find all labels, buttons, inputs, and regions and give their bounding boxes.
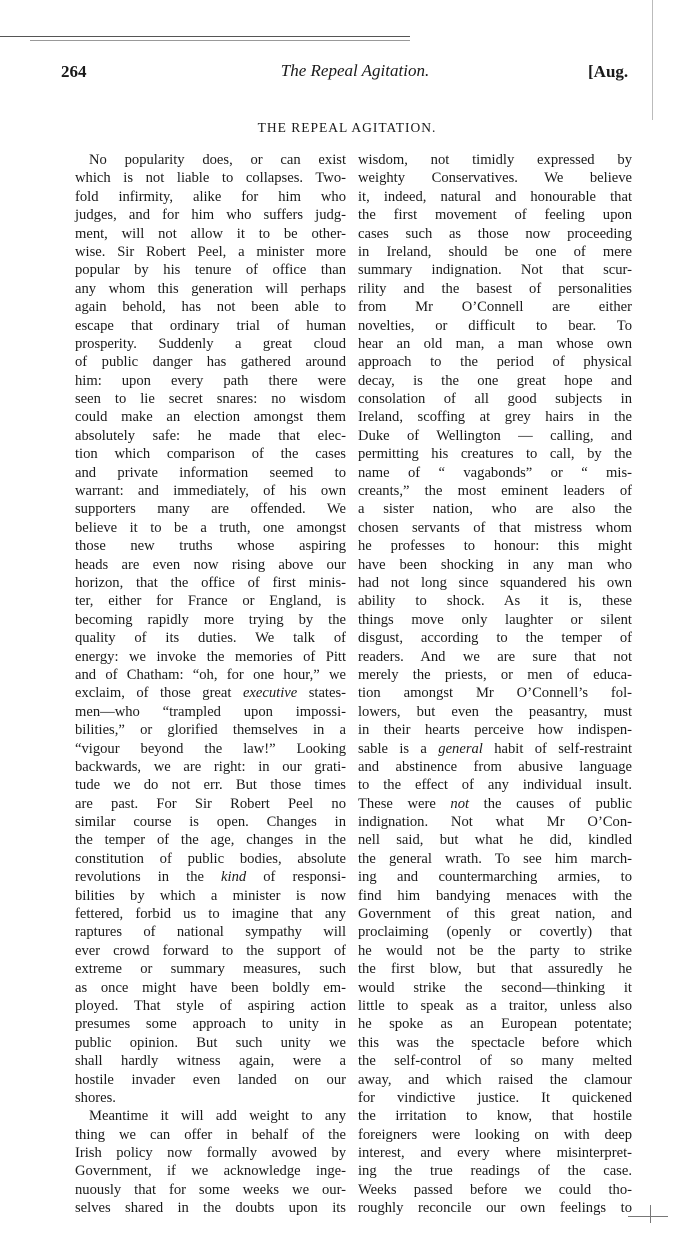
text-segment: roughly reconcile our own feelings to xyxy=(358,1200,632,1217)
text-segment: heads are even now rising above our xyxy=(75,556,346,573)
text-line xyxy=(358,427,632,445)
text-segment: hostile invader even landed on our xyxy=(75,1071,346,1088)
text-segment: those new truths whose aspiring xyxy=(75,538,346,555)
text-segment: men—who “trampled upon impossi- xyxy=(75,703,346,720)
text-line xyxy=(75,317,346,335)
text-segment: extreme or summary measures, such xyxy=(75,961,346,978)
article-heading: THE REPEAL AGITATION. xyxy=(257,120,437,135)
text-segment: for vindictive justice. It quickened xyxy=(358,1089,632,1106)
text-line xyxy=(75,1052,346,1070)
text-segment: have been shocking in any man who xyxy=(358,556,632,573)
text-segment: nuously that for some weeks we our- xyxy=(75,1181,346,1198)
text-segment: had not long since squandered his own xyxy=(358,574,632,591)
text-segment: Duke of Wellington — calling, and xyxy=(358,427,632,444)
text-line xyxy=(75,1181,346,1199)
text-line xyxy=(358,1052,632,1070)
top-rule-secondary xyxy=(30,40,410,41)
text-line xyxy=(358,960,632,978)
text-line xyxy=(75,1126,346,1144)
text-segment: consolation of all good subjects in xyxy=(358,391,632,408)
text-line xyxy=(358,390,632,408)
text-segment: the general wrath. To see him march- xyxy=(358,850,632,867)
text-segment: ever crowd forward to the support of xyxy=(75,942,346,959)
text-line xyxy=(75,611,346,629)
text-segment: novelties, or difficult to bear. To xyxy=(358,317,632,334)
text-segment: would strike the second—thinking it xyxy=(358,979,632,996)
text-line xyxy=(358,556,632,574)
text-segment: interest, and every where misinterpret- xyxy=(358,1145,632,1162)
text-line xyxy=(358,206,632,224)
text-segment: little to speak as a traitor, unless also xyxy=(358,997,632,1014)
text-line xyxy=(75,776,346,794)
text-segment: Meantime it will add weight to any xyxy=(89,1108,346,1125)
text-segment: indignation. Not what Mr O’Con- xyxy=(358,814,632,831)
text-segment: ability to shock. As it is, these xyxy=(358,593,632,610)
text-segment: warrant: and immediately, of his own xyxy=(75,483,346,500)
text-line xyxy=(75,831,346,849)
text-line xyxy=(75,960,346,978)
text-segment: disgust, according to the temper of xyxy=(358,630,632,647)
left-text-column xyxy=(75,151,346,1218)
text-line xyxy=(358,335,632,353)
text-line xyxy=(358,1071,632,1089)
text-line xyxy=(75,758,346,776)
top-rule xyxy=(0,36,410,37)
text-segment: ing the true readings of the case. xyxy=(358,1163,632,1180)
text-segment: again behold, has not been able to xyxy=(75,299,346,316)
text-segment: nell said, but what he did, kindled xyxy=(358,832,632,849)
text-line xyxy=(75,666,346,684)
running-month: [Aug. xyxy=(588,62,629,81)
text-segment: any whom this generation will perhaps xyxy=(75,280,346,297)
text-segment: merely the priests, or men of educa- xyxy=(358,666,632,683)
text-segment: raptures of national sympathy will xyxy=(75,924,346,941)
text-line xyxy=(358,923,632,941)
text-line xyxy=(358,408,632,426)
text-line xyxy=(75,905,346,923)
text-segment: and private information seemed to xyxy=(75,464,346,481)
text-line xyxy=(75,592,346,610)
text-segment: are past. For Sir Robert Peel no xyxy=(75,795,346,812)
text-segment: and abstinence from abusive language xyxy=(358,758,632,775)
text-line xyxy=(358,1181,632,1199)
text-segment: decay, is the one great hope and xyxy=(358,372,632,389)
text-line xyxy=(358,831,632,849)
text-line xyxy=(75,979,346,997)
text-segment: fettered, forbid us to imagine that any xyxy=(75,906,346,923)
text-line xyxy=(358,776,632,794)
text-segment: constitution of public bodies, absolute xyxy=(75,850,346,867)
right-text-column xyxy=(358,151,632,1218)
text-line xyxy=(75,1089,346,1107)
text-segment: rility and the basest of personalities xyxy=(358,280,632,297)
text-line xyxy=(75,372,346,390)
text-line xyxy=(358,537,632,555)
text-line xyxy=(75,574,346,592)
text-segment: public opinion. But such unity we xyxy=(75,1034,346,1051)
text-line xyxy=(358,850,632,868)
text-line xyxy=(358,1034,632,1052)
text-segment: states- xyxy=(297,685,346,702)
text-segment: of public danger has gathered around xyxy=(75,354,346,371)
text-line xyxy=(75,280,346,298)
text-segment: name of “ vagabonds” or “ mis- xyxy=(358,464,632,481)
text-line xyxy=(75,684,346,702)
text-segment: Irish policy now formally avowed by xyxy=(75,1145,346,1162)
text-line xyxy=(75,556,346,574)
text-line xyxy=(75,740,346,758)
text-segment: prosperity. Suddenly a great cloud xyxy=(75,335,346,352)
text-line xyxy=(75,1015,346,1033)
text-line xyxy=(358,261,632,279)
text-line xyxy=(75,464,346,482)
text-line xyxy=(75,335,346,353)
text-line xyxy=(358,169,632,187)
text-line xyxy=(75,482,346,500)
text-segment: find him bandying menaces with the xyxy=(358,887,632,904)
text-line xyxy=(75,1144,346,1162)
text-line xyxy=(358,1015,632,1033)
text-line xyxy=(75,390,346,408)
text-line xyxy=(75,703,346,721)
text-segment: he professes to honour: this might xyxy=(358,538,632,555)
italic-segment: kind xyxy=(221,869,247,886)
text-segment: ployed. That style of aspiring action xyxy=(75,997,346,1014)
text-line xyxy=(75,629,346,647)
text-segment: could make an election amongst them xyxy=(75,409,346,426)
text-segment: him: upon every path there were xyxy=(75,372,346,389)
text-line xyxy=(358,740,632,758)
text-line xyxy=(75,206,346,224)
text-line xyxy=(75,942,346,960)
text-line xyxy=(358,942,632,960)
text-segment: in their hearts perceive how indispen- xyxy=(358,722,632,739)
text-segment: Weeks passed before we could tho- xyxy=(358,1181,632,1198)
text-line xyxy=(358,592,632,610)
text-segment: ing and countermarching armies, to xyxy=(358,869,632,886)
text-line xyxy=(358,298,632,316)
text-segment: things move only laughter or silent xyxy=(358,611,632,628)
text-segment: which is not liable to collapses. Two- xyxy=(75,170,346,187)
text-segment: it, indeed, natural and honourable that xyxy=(358,188,632,205)
text-segment: supporters many are offended. We xyxy=(75,501,346,518)
text-line xyxy=(358,188,632,206)
italic-segment: not xyxy=(450,795,470,812)
text-segment: becoming rapidly more trying by the xyxy=(75,611,346,628)
text-line xyxy=(75,813,346,831)
text-line xyxy=(75,868,346,886)
text-line xyxy=(358,721,632,739)
text-line xyxy=(358,684,632,702)
text-line xyxy=(75,648,346,666)
text-segment: the self-control of so many melted xyxy=(358,1053,632,1070)
text-line xyxy=(75,1199,346,1217)
text-segment: wise. Sir Robert Peel, a minister more xyxy=(75,243,346,260)
text-segment: escape that ordinary trial of human xyxy=(75,317,346,334)
text-segment: shores. xyxy=(75,1089,116,1106)
text-line xyxy=(358,243,632,261)
text-segment: permitting his creatures to call, by the xyxy=(358,446,632,463)
text-segment: in Ireland, should be one of mere xyxy=(358,243,632,260)
text-segment: popular by his tenure of office than xyxy=(75,262,346,279)
text-segment: the first movement of feeling upon xyxy=(358,207,632,224)
bottom-tick-mark xyxy=(650,1205,651,1223)
text-segment: similar course is open. Changes in xyxy=(75,814,346,831)
text-line xyxy=(75,225,346,243)
text-segment: and of Chatham: “oh, for one hour,” we xyxy=(75,666,346,683)
text-line xyxy=(75,1071,346,1089)
text-line xyxy=(75,795,346,813)
text-line xyxy=(358,1089,632,1107)
text-line xyxy=(75,427,346,445)
text-line xyxy=(75,151,346,169)
text-segment: bilities by which a minister is now xyxy=(75,887,346,904)
text-line xyxy=(75,1107,346,1125)
text-segment: tion amongst Mr O’Connell’s fol- xyxy=(358,685,632,702)
page-number: 264 xyxy=(61,62,87,81)
text-segment: No popularity does, or can exist xyxy=(89,152,346,168)
text-segment: presumes some approach to unity in xyxy=(75,1016,346,1033)
text-line xyxy=(358,648,632,666)
text-line xyxy=(358,905,632,923)
text-line xyxy=(75,445,346,463)
text-segment: from Mr O’Connell are either xyxy=(358,299,632,316)
text-segment: a sister nation, who are also the xyxy=(358,501,632,518)
text-line xyxy=(358,519,632,537)
text-line xyxy=(358,997,632,1015)
text-line xyxy=(358,464,632,482)
text-segment: lowers, but even the peasantry, must xyxy=(358,703,632,720)
text-line xyxy=(358,353,632,371)
text-line xyxy=(358,445,632,463)
text-segment: Government, if we acknowledge inge- xyxy=(75,1163,346,1180)
text-line xyxy=(358,280,632,298)
text-segment: this was the spectacle before which xyxy=(358,1034,632,1051)
text-segment: the first blow, but that assuredly he xyxy=(358,961,632,978)
text-line xyxy=(358,1162,632,1180)
text-line xyxy=(75,850,346,868)
text-segment: Ireland, scoffing at grey hairs in the xyxy=(358,409,632,426)
text-segment: thing we can offer in behalf of the xyxy=(75,1126,346,1143)
text-segment: as once might have been boldly em- xyxy=(75,979,346,996)
text-segment: selves shared in the doubts upon its xyxy=(75,1200,346,1217)
text-line xyxy=(358,979,632,997)
text-line xyxy=(75,1162,346,1180)
margin-line xyxy=(652,0,653,120)
text-segment: readers. And we are sure that not xyxy=(358,648,632,665)
text-segment: tion which comparison of the cases xyxy=(75,446,346,463)
text-line xyxy=(75,169,346,187)
text-segment: approach to the period of physical xyxy=(358,354,632,371)
text-segment: judges, and for him who suffers judg- xyxy=(75,207,346,224)
running-title: The Repeal Agitation. xyxy=(280,61,430,80)
text-line xyxy=(75,261,346,279)
text-line xyxy=(75,408,346,426)
text-segment: exclaim, of those great xyxy=(75,685,243,702)
text-line xyxy=(358,225,632,243)
text-line xyxy=(358,629,632,647)
text-segment: cases such as those now proceeding xyxy=(358,225,632,242)
text-segment: believe it to be a truth, one amongst xyxy=(75,519,346,536)
text-segment: backwards, we are right: in our grati- xyxy=(75,758,346,775)
text-segment: fold infirmity, alike for him who xyxy=(75,188,346,205)
text-segment: quality of its duties. We talk of xyxy=(75,630,346,647)
text-line xyxy=(358,372,632,390)
text-line xyxy=(75,353,346,371)
text-line xyxy=(358,482,632,500)
text-line xyxy=(358,500,632,518)
text-line xyxy=(358,1107,632,1125)
text-line xyxy=(358,795,632,813)
text-segment: horizon, that the office of first minis- xyxy=(75,574,346,591)
text-segment: to the effect of any individual insult. xyxy=(358,777,632,794)
text-segment: absolutely safe: he made that elec- xyxy=(75,427,346,444)
italic-segment: general xyxy=(438,740,483,757)
text-segment: tude we do not err. But those times xyxy=(75,777,346,794)
text-segment: he spoke as an European potentate; xyxy=(358,1016,632,1033)
text-segment: These were xyxy=(358,795,451,812)
text-segment: Government of this great nation, and xyxy=(358,906,632,923)
text-line xyxy=(358,868,632,886)
text-line xyxy=(358,1126,632,1144)
italic-segment: executive xyxy=(242,685,298,702)
text-line xyxy=(75,243,346,261)
text-line xyxy=(358,574,632,592)
text-segment: the irritation to know, that hostile xyxy=(358,1108,632,1125)
text-line xyxy=(358,813,632,831)
text-segment: revolutions in the xyxy=(75,869,222,886)
text-segment: the causes of public xyxy=(469,795,632,812)
text-line xyxy=(75,519,346,537)
text-segment: seen to lie secret snares: no wisdom xyxy=(75,391,346,408)
text-segment: foreigners were looking on with deep xyxy=(358,1126,632,1143)
text-segment: shall hardly witness again, were a xyxy=(75,1053,346,1070)
text-line xyxy=(75,537,346,555)
bottom-rule-mark xyxy=(628,1216,668,1217)
text-line xyxy=(358,887,632,905)
text-line xyxy=(75,997,346,1015)
text-segment: ter, either for France or England, is xyxy=(75,593,346,610)
text-line xyxy=(358,611,632,629)
text-line xyxy=(75,188,346,206)
text-segment: weighty Conservatives. We believe xyxy=(358,170,632,187)
text-line xyxy=(75,500,346,518)
text-line xyxy=(75,298,346,316)
text-line xyxy=(75,721,346,739)
text-line xyxy=(358,758,632,776)
text-line xyxy=(75,923,346,941)
text-line xyxy=(358,666,632,684)
text-segment: creants,” the most eminent leaders of xyxy=(358,483,632,500)
text-line xyxy=(75,1034,346,1052)
text-segment: proclaiming (openly or covertly) that xyxy=(358,924,632,941)
text-segment: chosen servants of that mistress whom xyxy=(358,519,632,536)
text-segment: energy: we invoke the memories of Pitt xyxy=(75,648,346,665)
text-line xyxy=(358,151,632,169)
text-segment: ment, will not allow it to be other- xyxy=(75,225,346,242)
text-segment: he would not be the party to strike xyxy=(358,942,632,959)
text-line xyxy=(75,887,346,905)
text-segment: the temper of the age, changes in the xyxy=(75,832,346,849)
text-segment: “vigour beyond the law!” Looking xyxy=(75,740,346,757)
text-segment: summary indignation. Not that scur- xyxy=(358,262,632,279)
text-segment: away, and which raised the clamour xyxy=(358,1071,632,1088)
text-segment: hear an old man, a man whose own xyxy=(358,335,632,352)
text-segment: sable is a xyxy=(358,740,439,757)
text-segment: habit of self-restraint xyxy=(482,740,632,757)
text-line xyxy=(358,1199,632,1217)
text-segment: bilities,” or glorified themselves in a xyxy=(75,722,346,739)
text-line xyxy=(358,1144,632,1162)
text-line xyxy=(358,317,632,335)
text-line xyxy=(358,703,632,721)
text-segment: wisdom, not timidly expressed by xyxy=(358,152,632,168)
text-segment: of responsi- xyxy=(246,869,346,886)
